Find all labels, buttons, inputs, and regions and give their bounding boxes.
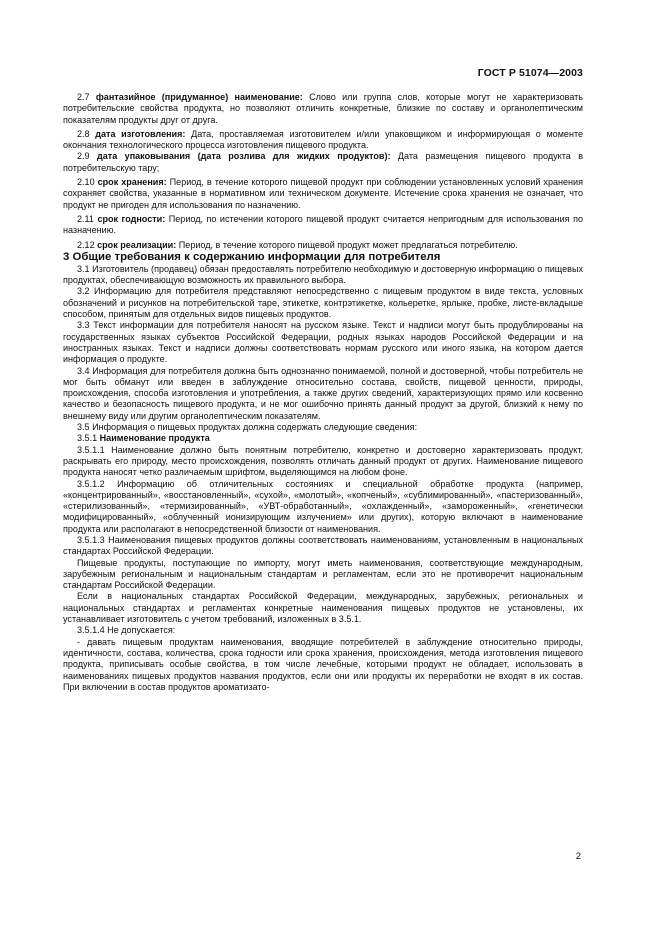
- clause-number: 2.10: [77, 177, 95, 188]
- clause-3-5-1-2: 3.5.1.2 Информацию об отличительных состояниях и специальной обработке продукта (например, «концентрированный», «восстановленный», «сухой», «молотый», «копченый», «сублимированный», «пастеризованный», «стерилизованный», «термизированный», «УВТ-обработанный», «охлажденный», «замороженный», «генетически модифицированный», «облученный ионизирующим излучением» или других), которую включают в наименование продукта или располагают в непосредственной близости от наименования.: [63, 478, 583, 534]
- clause-number: 3.5.1: [77, 433, 98, 444]
- clause-3-3: 3.3 Текст информации для потребителя наносят на русском языке. Текст и надписи могут быть продублированы на государственных языках субъектов Российской Федерации, родных языках народов Российской Федерации и на иностранных языках. Текст и надписи должны соответствовать нормам русского или иного языка, на котором дается информация о продукте.: [63, 320, 583, 365]
- clause-3-5: 3.5 Информация о пищевых продуктах должна содержать следующие сведения:: [77, 422, 418, 433]
- definition: Период, по истечении которого пищевой продукт считается непригодным для использования по назначению.: [63, 213, 583, 236]
- clause-3-5-1: [63, 433, 583, 444]
- term: дата изготовления:: [95, 128, 186, 139]
- clause-3-5-1-3: 3.5.1.3 Наименования пищевых продуктов должны соответствовать наименованиям, установленным в национальных стандартах Российской Федерации.: [63, 534, 583, 557]
- definition: Слово или группа слов, которые могут не характеризовать потребительские свойства продукта, но позволяют отличить конкретные, близкие по составу и органолептическим показателям продукты друг от друга.: [63, 92, 584, 125]
- clause-number: 2.11: [77, 213, 94, 224]
- term: срок реализации:: [97, 239, 177, 250]
- clause-3-5-1-4: 3.5.1.4 Не допускается:: [77, 625, 176, 636]
- clause-number: 2.7: [77, 92, 90, 102]
- clause-title: Наименование продукта: [99, 433, 210, 444]
- document-header: ГОСТ Р 51074—2003: [477, 67, 583, 79]
- clause-3-5-1-1: 3.5.1.1 Наименование должно быть понятным потребителю, конкретно и достоверно характеризовать продукт, раскрывать его природу, место происхождения, позволять отличать данный продукт от других. Наименование пищевого продукта наносят четко различаемым шрифтом, выделяющимся на любом фоне.: [63, 444, 583, 478]
- clause-number: 2.9: [77, 151, 90, 162]
- definition: Дата, проставляемая изготовителем и/или упаковщиком и информирующая о моменте окончания технологического процесса изготовления пищевого продукта.: [63, 128, 584, 151]
- clause-2-7: [63, 92, 583, 126]
- dash-item: - давать пищевым продуктам наименования, вводящие потребителей в заблуждение относительно природы, идентичности, состава, количества, срока годности или срока хранения, происхождения, метода изготовления пищевого продукта, приписывать особые свойства, в том числе лечебные, которыми продукт не обладает, использовать в наименованиях пищевых продуктов названия продуктов, если они или продукты их переработки не входят в их состав. При включении в состав продуктов ароматизато-: [63, 636, 583, 692]
- clause-2-8: [63, 129, 583, 152]
- document-body: [63, 92, 583, 693]
- clause-2-9: [63, 151, 583, 174]
- clause-number: 2.8: [77, 128, 90, 139]
- definition: Период, в течение которого пищевой продукт может предлагаться потребителю.: [176, 239, 518, 250]
- clause-3-2: 3.2 Информацию для потребителя представляют непосредственно с пищевым продуктом в виде текста, условных обозначений и рисунков на потребительской таре, этикетке, контрэтикетке, кольеретке, ярлыке, пробке, листе-вкладыше способом, принятым для отдельных видов пищевых продуктов.: [63, 286, 583, 320]
- term: фантазийное (придуманное) наименование:: [95, 92, 303, 102]
- definition: Период, в течение которого пищевой продукт при соблюдении установленных условий хранения сохраняет свойства, указанные в нормативном или техническом документе. Истечение срока хранения не означает, что продукт не пригоден для использования по назначению.: [63, 177, 583, 210]
- clause-3-1: 3.1 Изготовитель (продавец) обязан предоставлять потребителю необходимую и достоверную информацию о пищевых продуктах, обеспечивающую возможность их правильного выбора.: [63, 263, 583, 286]
- clause-2-10: [63, 177, 583, 211]
- import-paragraph: Пищевые продукты, поступающие по импорту, могут иметь наименования, соответствующие международным, зарубежным региональным и национальным стандартам и регламентам, если это не противоречит национальным стандартам Российской Федерации.: [63, 557, 583, 591]
- section-3-title: 3 Общие требования к содержанию информации для потребителя: [63, 250, 441, 263]
- clause-number: 2.12: [77, 239, 95, 250]
- term: срок годности:: [97, 213, 166, 224]
- term: дата упаковывания (дата розлива для жидких продуктов):: [97, 151, 391, 162]
- clause-3-4: 3.4 Информация для потребителя должна быть однозначно понимаемой, полной и достоверной, чтобы потребитель не мог быть обманут или введен в заблуждение относительно состава, свойств, пищевой ценности, природы, происхождения, способа изготовления и употребления, а также других сведений, характеризующих прямо или косвенно качество и безопасность пищевого продукта, и не мог ошибочно принять данный продукт за другой, близкий к нему по внешнему виду или другим органолептическим показателям.: [63, 365, 583, 421]
- if-paragraph: Если в национальных стандартах Российской Федерации, международных, зарубежных, региональных и национальных стандартах и регламентах конкретные наименования пищевых продуктов не установлены, их устанавливает изготовитель с учетом требований, изложенных в 3.5.1.: [63, 591, 583, 625]
- term: срок хранения:: [97, 177, 167, 188]
- definition: Дата размещения пищевого продукта в потребительскую тару;: [63, 151, 584, 173]
- clause-2-11: [63, 214, 583, 237]
- page-number: 2: [575, 851, 581, 862]
- clause-2-12: [63, 240, 583, 251]
